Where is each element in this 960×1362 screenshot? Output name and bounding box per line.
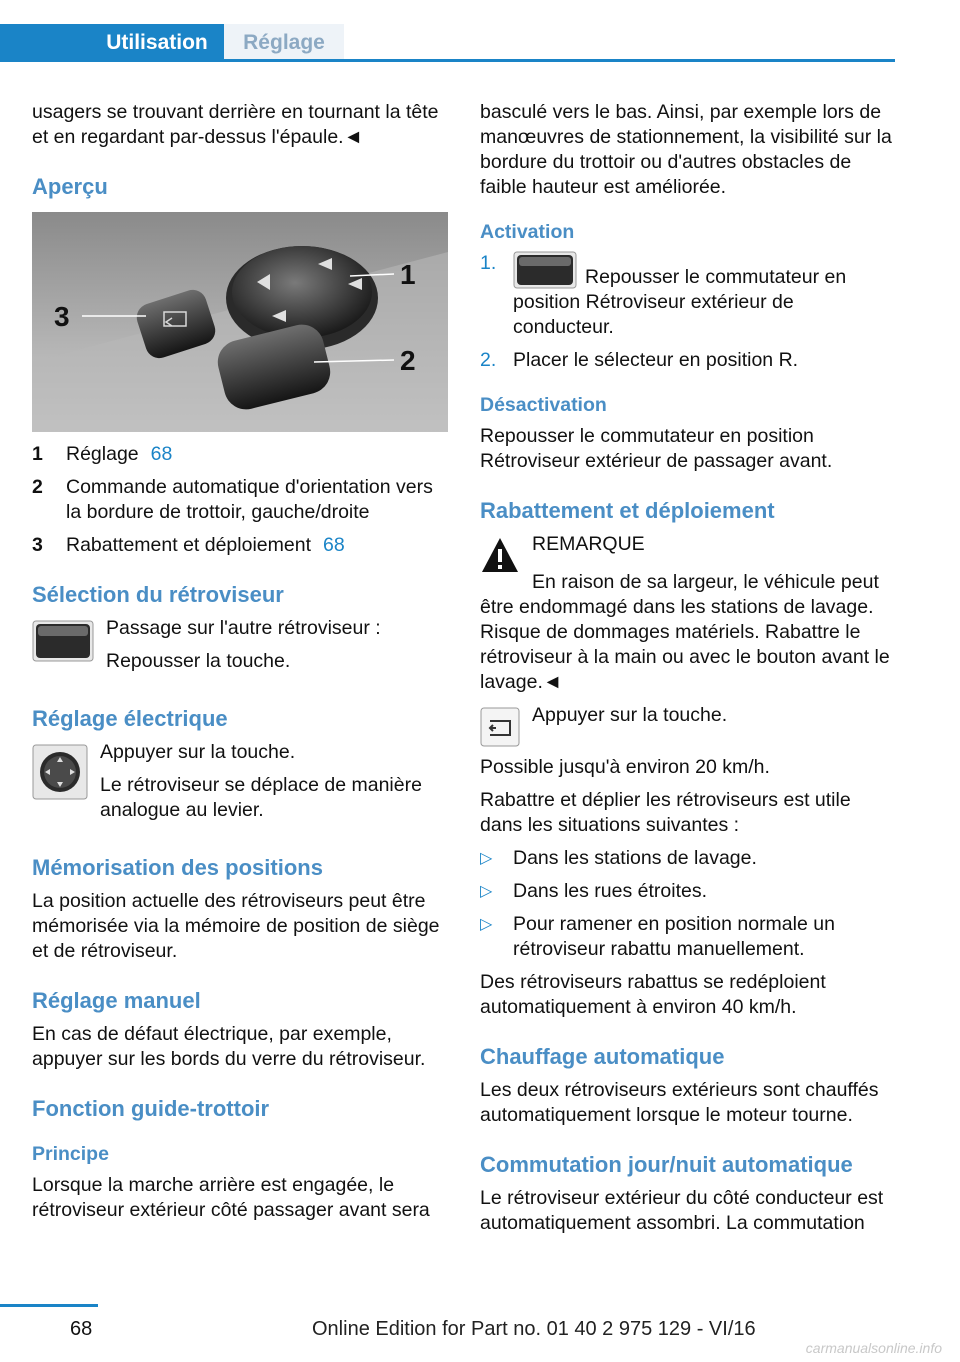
remarque-label: REMARQUE [532,533,645,555]
page-number: 68 [70,1318,93,1340]
mirror-controls-photo [32,212,448,432]
continued-paragraph: basculé vers le bas. Ainsi, par exemple lors de manœuvres de stationnement, la visibilité sur la bordure du trottoir ou d'autres obstacles de faible hauteur est améliorée. [480,101,892,198]
commutation-text: Le rétroviseur extérieur du côté conducteur est automatiquement assombri. La commutation [480,1187,884,1234]
legend-number: 1 [32,443,43,465]
selection-text-1: Passage sur l'autre rétroviseur : [106,617,381,639]
memorisation-heading: Mémorisation des positions [32,855,323,880]
mirror-fold-button-icon [480,707,520,747]
redeploy-text: Des rétroviseurs rabattus se redéploient automatiquement à environ 40 km/h. [480,971,826,1018]
watermark: carmanualsonline.info [805,1340,942,1356]
legend-item [32,442,448,467]
selection-text-2: Repousser la touche. [106,650,291,672]
tab-utilisation[interactable]: Utilisation [0,24,224,62]
legend-text: Commande automatique d'orientation vers la bordure de trottoir, gauche/droite [66,476,433,523]
reglage-electrique-heading: Réglage électrique [32,706,228,731]
chauffage-heading: Chauffage automatique [480,1044,725,1069]
right-column [480,100,896,1244]
left-column [32,100,448,1231]
header-tabs [0,0,895,62]
desactivation-text: Repousser le commutateur en position Rétroviseur extérieur de passager avant. [480,425,833,472]
page-ref-link[interactable]: 68 [323,534,345,556]
figure-label-2: 2 [400,345,416,376]
legend-text: Rabattement et déploiement 68 [66,534,345,556]
triangle-bullet-icon: ▷ [480,883,493,900]
step-number: 2. [480,349,497,371]
page-ref-link[interactable]: 68 [150,443,173,465]
figure-legend [32,442,448,558]
remarque-block [480,532,896,695]
edition-text: Online Edition for Part no. 01 40 2 975 129 - VI/16 [312,1318,756,1340]
figure-label-3: 3 [54,301,70,332]
rabattement-heading: Rabattement et déploiement [480,498,775,523]
selector-switch-icon [32,620,94,662]
step-text: Placer le sélecteur en position R. [513,349,799,371]
list-item: ▷ Dans les stations de lavage. [480,847,757,869]
step-number: 1. [480,252,497,274]
speed-limit-text: Possible jusqu'à environ 20 km/h. [480,756,770,778]
step-item [480,251,896,340]
selection-heading: Sélection du rétroviseur [32,582,284,607]
selection-block [32,616,448,682]
activation-heading: Activation [480,221,575,243]
footer-rule [0,1304,98,1307]
figure-label-1: 1 [400,259,416,290]
desactivation-heading: Désactivation [480,394,607,416]
activation-steps [480,251,896,373]
tab-reglage[interactable]: Réglage [224,24,344,62]
intro-paragraph: usagers se trouvant derrière en tournant la tête et en regardant par-dessus l'épaule.◄ [32,101,439,148]
selector-switch-icon [513,251,577,289]
usefulness-text: Rabattre et déplier les rétroviseurs est utile dans les situations suivantes : [480,789,851,836]
list-item: ▷ Pour ramener en position normale un rétroviseur rabattu manuellement. [480,913,835,960]
situations-list [480,846,896,962]
reglage-electrique-text-2: Le rétroviseur se déplace de manière analogue au levier. [100,774,422,821]
reglage-manuel-text: En cas de défaut électrique, par exemple, appuyer sur les bords du verre du rétroviseur. [32,1023,426,1070]
principe-text: Lorsque la marche arrière est engagée, le rétroviseur extérieur côté passager avant sera [32,1174,430,1221]
chauffage-text: Les deux rétroviseurs extérieurs sont chauffés automatiquement lorsque le moteur tourne. [480,1079,879,1126]
legend-number: 2 [32,476,43,498]
apercu-heading: Aperçu [32,174,108,199]
header-rule [0,59,895,62]
guide-trottoir-heading: Fonction guide-trottoir [32,1096,270,1121]
reglage-electrique-block [32,740,448,831]
legend-text: Réglage 68 [66,443,173,465]
warning-icon [480,534,520,576]
remarque-text: En raison de sa largeur, le véhicule peut être endommagé dans les stations de lavage. Risque de dommages matériels. Rabattre le rétroviseur à la main ou avec le bouton avant le lavage.◄ [480,571,890,693]
memorisation-text: La position actuelle des rétroviseurs peut être mémorisée via la mémoire de position de siège et de rétroviseur. [32,890,440,962]
legend-number: 3 [32,534,43,556]
mirror-adjust-knob-icon [32,744,88,800]
principe-heading: Principe [32,1143,109,1165]
step-item [480,348,896,373]
step-text: Repousser le commutateur en position Rétroviseur extérieur de conducteur. [513,251,896,340]
fold-button-text: Appuyer sur la touche. [532,704,728,726]
commutation-heading: Commutation jour/nuit automatique [480,1152,853,1177]
reglage-manuel-heading: Réglage manuel [32,988,201,1013]
legend-item [32,533,448,558]
fold-button-block [480,703,896,747]
legend-item [32,475,448,525]
triangle-bullet-icon: ▷ [480,850,493,867]
list-item: ▷ Dans les rues étroites. [480,880,708,902]
reglage-electrique-text-1: Appuyer sur la touche. [100,741,296,763]
triangle-bullet-icon: ▷ [480,916,493,933]
